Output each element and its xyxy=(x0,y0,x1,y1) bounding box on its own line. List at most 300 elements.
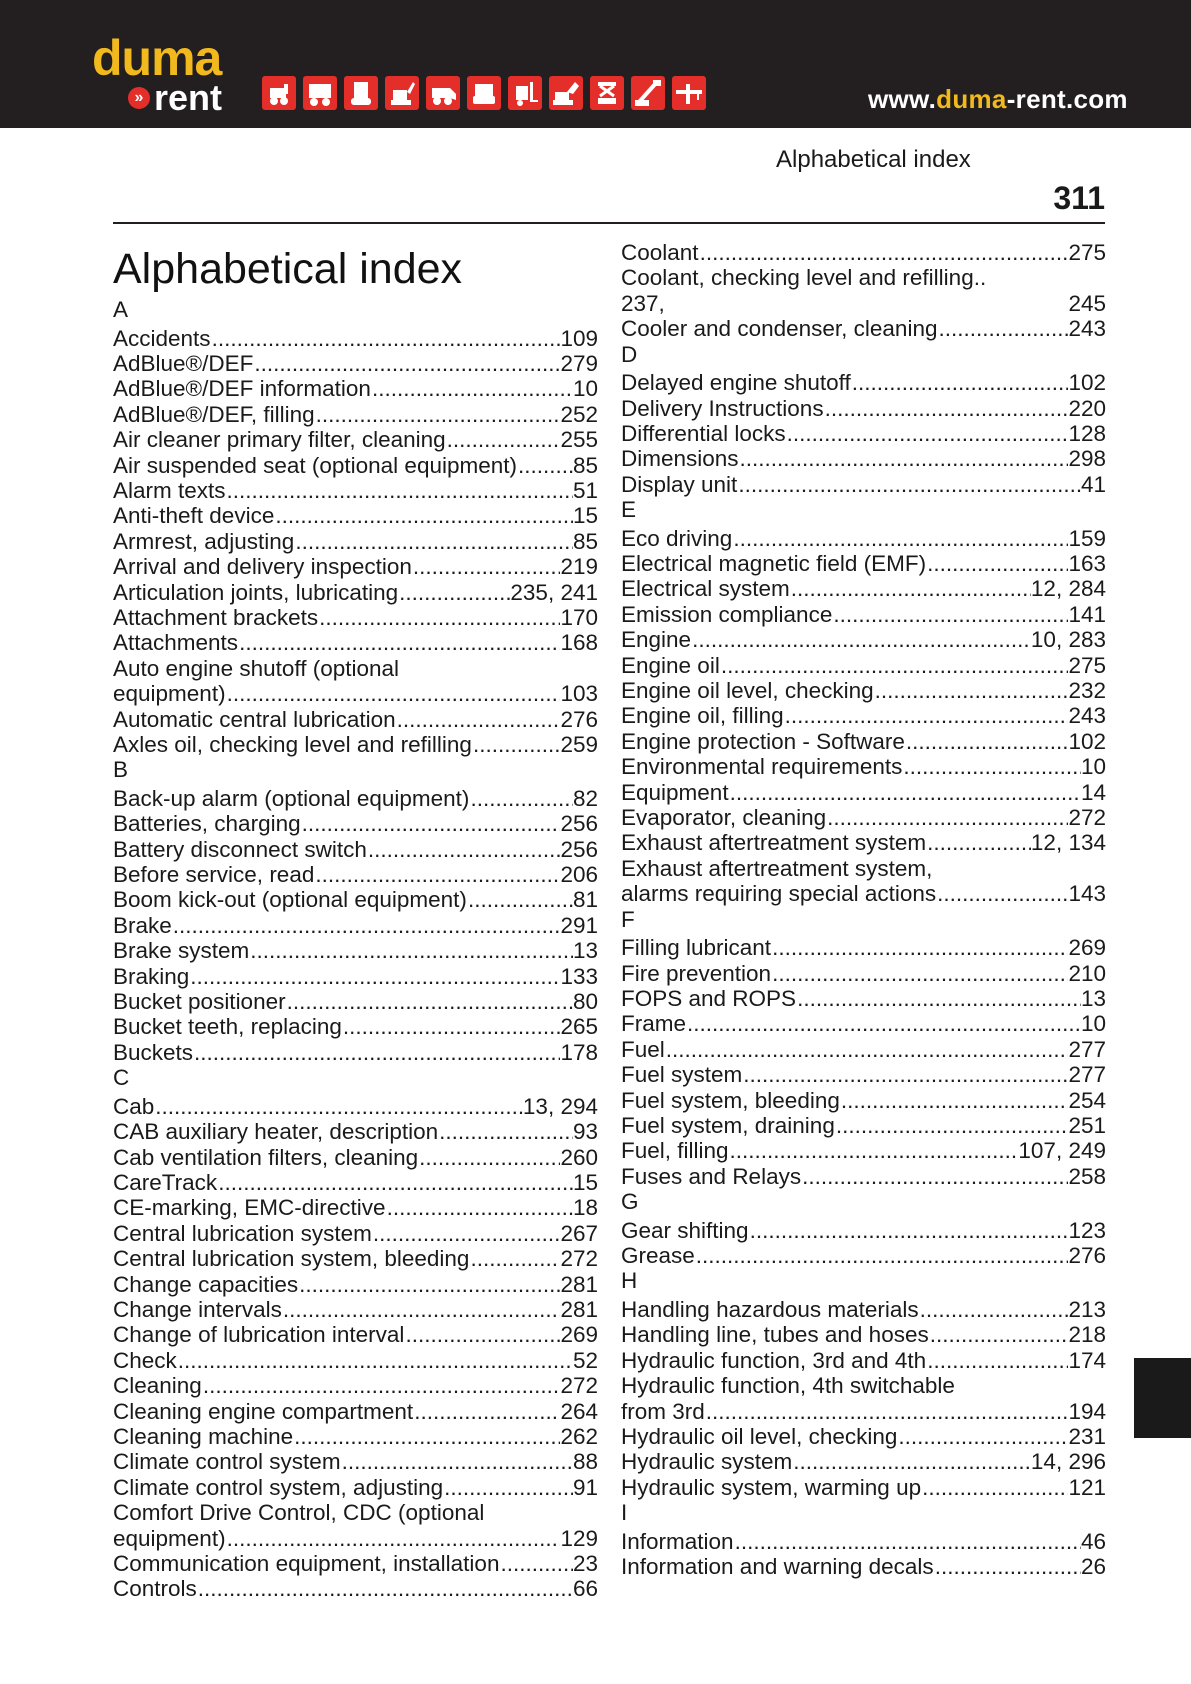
index-entry[interactable] xyxy=(621,1011,1106,1037)
index-entry-leader-dots xyxy=(398,580,510,606)
index-entry-leader-dots xyxy=(396,707,561,733)
logo-rent-text: rent xyxy=(154,77,223,118)
index-entry[interactable] xyxy=(113,1297,598,1323)
index-entry-leader-dots xyxy=(926,830,1031,856)
index-entry[interactable] xyxy=(621,316,1106,342)
index-entry-leader-dots xyxy=(742,1062,1068,1088)
index-entry-text: Hydraulic system, warming up xyxy=(621,1474,922,1500)
index-entry-leader-dots xyxy=(851,370,1069,396)
index-entry[interactable] xyxy=(113,402,598,428)
index-entry-text: Anti-theft device xyxy=(113,503,275,529)
index-entry-text: Gear shifting xyxy=(621,1217,749,1243)
index-entry-page: 159 xyxy=(1068,525,1106,551)
index-entry-leader-dots xyxy=(499,1551,573,1577)
index-entry-text: Braking xyxy=(113,963,190,989)
index-entry-leader-dots xyxy=(371,376,573,402)
index-entry-page: 102 xyxy=(1068,728,1106,754)
index-entry-page: 213 xyxy=(1068,1296,1106,1322)
index-letter-f: F xyxy=(621,906,635,932)
index-entry-leader-dots xyxy=(695,1243,1069,1269)
index-entry-page: 15 xyxy=(572,1169,598,1195)
index-entry-leader-dots xyxy=(172,913,561,939)
index-entry-text: AdBlue®/DEF information xyxy=(113,376,371,402)
index-entry-text: Dimensions xyxy=(621,446,739,472)
index-entry-text: Frame xyxy=(621,1011,687,1037)
index-entry-leader-dots xyxy=(720,653,1069,679)
index-entry-leader-dots xyxy=(154,1094,523,1120)
index-entry[interactable] xyxy=(113,1246,598,1272)
index-entry[interactable] xyxy=(113,1348,598,1374)
index-entry-page: 276 xyxy=(1068,1243,1106,1268)
index-entry-leader-dots xyxy=(469,786,573,812)
index-entry[interactable] xyxy=(621,265,1106,291)
index-entry-leader-dots xyxy=(771,961,1068,987)
index-entry[interactable] xyxy=(113,630,598,656)
index-entry-leader-dots xyxy=(665,1037,1069,1063)
index-entry-text: Check xyxy=(113,1347,177,1373)
index-entry-page: 52 xyxy=(572,1347,598,1373)
index-entry-text: alarms requiring special actions xyxy=(621,881,937,907)
index-entry[interactable] xyxy=(621,780,1106,806)
index-entry-text: Fuel, filling xyxy=(621,1138,729,1164)
index-entry[interactable] xyxy=(113,837,598,863)
index-entry-page: 275 xyxy=(1068,240,1106,265)
index-entry[interactable] xyxy=(113,478,598,504)
index-entry[interactable] xyxy=(113,580,598,606)
index-entry[interactable] xyxy=(621,961,1106,987)
index-entry-leader-dots xyxy=(905,729,1069,755)
index-entry-text: Exhaust aftertreatment system, xyxy=(621,855,933,881)
index-entry[interactable] xyxy=(113,351,598,377)
index-entry-leader-dots xyxy=(211,326,561,352)
index-entry-text: Engine oil, filling xyxy=(621,703,784,729)
running-head: Alphabetical index xyxy=(776,146,971,173)
index-entry-text: Articulation joints, lubricating xyxy=(113,579,399,605)
index-entry-text: Cleaning machine xyxy=(113,1423,294,1449)
index-entry[interactable] xyxy=(621,1373,1106,1399)
compactor-icon xyxy=(467,76,501,110)
website-url[interactable]: www.duma-rent.com xyxy=(868,84,1128,114)
index-entry-leader-dots xyxy=(734,1529,1081,1555)
index-entry-text: FOPS and ROPS xyxy=(621,985,797,1011)
index-entry-leader-dots xyxy=(372,1221,561,1247)
boom-lift-icon xyxy=(631,76,665,110)
index-entry-page: 80 xyxy=(572,989,598,1014)
index-entry[interactable] xyxy=(621,805,1106,831)
index-entry[interactable] xyxy=(621,1449,1106,1475)
index-entry-text: Electrical magnetic field (EMF) xyxy=(621,551,927,576)
index-entry-leader-dots xyxy=(367,837,561,863)
index-entry[interactable] xyxy=(621,1475,1106,1501)
index-entry-leader-dots xyxy=(404,1322,560,1348)
index-entry-page: 123 xyxy=(1068,1217,1106,1243)
index-entry-text: Controls xyxy=(113,1576,197,1602)
index-entry-leader-dots xyxy=(438,1119,573,1145)
index-entry[interactable] xyxy=(621,1297,1106,1323)
index-entry[interactable] xyxy=(113,1145,598,1171)
index-entry[interactable] xyxy=(621,1218,1106,1244)
index-entry-leader-dots xyxy=(446,427,561,453)
index-entry-text: Cleaning engine compartment xyxy=(113,1398,414,1424)
index-entry-leader-dots xyxy=(412,554,561,580)
index-entry-page: 93 xyxy=(572,1119,598,1145)
index-entry-leader-dots xyxy=(729,780,1081,806)
index-entry[interactable] xyxy=(621,1164,1106,1190)
index-entry-leader-dots xyxy=(732,526,1068,552)
index-entry-leader-dots xyxy=(413,1399,560,1425)
index-entry[interactable] xyxy=(621,240,1106,266)
machine-icon-strip xyxy=(262,76,713,110)
index-entry[interactable] xyxy=(621,881,1106,907)
index-entry[interactable] xyxy=(113,1449,598,1475)
logo-duma-text: duma xyxy=(92,30,222,86)
index-entry[interactable] xyxy=(113,1195,598,1221)
index-entry-text: Back-up alarm (optional equipment) xyxy=(113,785,470,811)
index-entry-text: Communication equipment, installation xyxy=(113,1550,500,1576)
index-entry-leader-dots xyxy=(342,1014,561,1040)
index-entry[interactable] xyxy=(621,472,1106,498)
index-entry[interactable] xyxy=(113,732,598,758)
index-entry-page: 259 xyxy=(560,731,598,757)
index-entry[interactable] xyxy=(621,986,1106,1012)
index-entry-text: Fuel xyxy=(621,1036,665,1062)
index-entry-leader-dots xyxy=(749,1218,1069,1244)
index-entry-page: 298 xyxy=(1068,446,1106,472)
index-entry[interactable] xyxy=(113,326,598,352)
index-entry-leader-dots xyxy=(177,1348,573,1374)
index-entry-page: 243 xyxy=(1068,703,1106,729)
index-entry-page: 14 xyxy=(1080,779,1106,805)
index-entry-text: Auto engine shutoff (optional xyxy=(113,655,400,681)
index-entry-gap xyxy=(665,291,1069,317)
index-entry[interactable] xyxy=(113,1272,598,1298)
index-entry[interactable] xyxy=(113,656,598,682)
index-letter-a: A xyxy=(113,297,129,322)
index-entry-text: Arrival and delivery inspection xyxy=(113,554,412,580)
index-entry-page: 81 xyxy=(572,887,598,913)
index-entry[interactable] xyxy=(113,554,598,580)
header-banner xyxy=(0,0,1191,128)
index-entry-leader-dots xyxy=(226,478,573,504)
forklift-icon xyxy=(508,76,542,110)
index-entry-leader-dots xyxy=(467,887,573,913)
index-entry-page: 210 xyxy=(1068,960,1106,986)
skid-steer-icon xyxy=(262,76,296,110)
index-entry-text: Cab xyxy=(113,1093,155,1119)
index-entry-page: 272 xyxy=(560,1373,598,1399)
index-entry-page: 66 xyxy=(572,1576,598,1602)
index-entry[interactable] xyxy=(113,1500,598,1526)
index-entry-text: Fuses and Relays xyxy=(621,1163,802,1189)
index-entry-page: 206 xyxy=(560,862,598,887)
index-entry-page: 251 xyxy=(1068,1112,1106,1138)
index-entry-page: 281 xyxy=(560,1271,598,1297)
index-entry-leader-dots xyxy=(737,472,1081,498)
index-entry[interactable] xyxy=(621,446,1106,472)
index-entry-page: 245 xyxy=(1068,290,1106,316)
index-entry-leader-dots xyxy=(249,938,573,964)
index-entry[interactable] xyxy=(113,964,598,990)
index-entry-text: Before service, read xyxy=(113,862,315,887)
index-entry-page: 10 xyxy=(572,376,598,402)
index-entry-text: Engine oil xyxy=(621,652,720,678)
index-entry-text: Exhaust aftertreatment system xyxy=(621,830,927,856)
index-entry-text: Information and warning decals xyxy=(621,1554,934,1579)
index-entry-leader-dots xyxy=(193,1040,560,1066)
index-entry[interactable] xyxy=(621,627,1106,653)
index-entry-text: Hydraulic function, 4th switchable xyxy=(621,1373,955,1399)
index-entry[interactable] xyxy=(113,989,598,1015)
index-entry[interactable] xyxy=(621,830,1106,856)
index-entry-leader-dots xyxy=(238,630,560,656)
index-entry-page: 13 xyxy=(1080,985,1106,1011)
roller-icon xyxy=(344,76,378,110)
index-entry-page: 141 xyxy=(1068,601,1106,627)
index-entry-text: Boom kick-out (optional equipment) xyxy=(113,887,467,913)
index-entry[interactable] xyxy=(113,1094,598,1120)
index-entry-leader-dots xyxy=(840,1088,1069,1114)
index-entry[interactable] xyxy=(621,291,1106,317)
index-entry-text: CE-marking, EMC-directive xyxy=(113,1195,386,1221)
index-entry-text: Cleaning xyxy=(113,1373,202,1399)
index-entry-text: Battery disconnect switch xyxy=(113,836,367,862)
index-entry-text: Handling line, tubes and hoses xyxy=(621,1322,929,1348)
index-entry-page: 14, 296 xyxy=(1030,1449,1106,1475)
index-entry-text: Eco driving xyxy=(621,525,733,551)
index-entry-page: 281 xyxy=(560,1296,598,1322)
index-entry-leader-dots xyxy=(937,316,1068,342)
index-entry-page: 256 xyxy=(560,836,598,862)
index-entry[interactable] xyxy=(113,503,598,529)
index-entry-page: 262 xyxy=(560,1423,598,1449)
index-entry[interactable] xyxy=(113,1170,598,1196)
index-entry-leader-dots xyxy=(253,351,560,377)
index-entry-text: Climate control system, adjusting xyxy=(113,1474,444,1500)
index-entry[interactable] xyxy=(621,703,1106,729)
index-entry-page: 163 xyxy=(1068,551,1106,576)
index-entry-leader-dots xyxy=(443,1475,573,1501)
index-entry-leader-dots xyxy=(705,1399,1069,1425)
index-entry-page: 10 xyxy=(1080,1011,1106,1037)
index-entry-leader-dots xyxy=(293,1424,560,1450)
index-entry[interactable] xyxy=(621,754,1106,780)
index-entry-text: Hydraulic function, 3rd and 4th xyxy=(621,1347,927,1373)
index-entry[interactable] xyxy=(621,729,1106,755)
index-entry-page: 276 xyxy=(560,706,598,732)
index-entry-text: Fuel system xyxy=(621,1062,743,1088)
index-entry[interactable] xyxy=(113,376,598,402)
index-entry[interactable] xyxy=(621,935,1106,961)
index-entry[interactable] xyxy=(113,529,598,555)
index-entry-leader-dots xyxy=(301,811,561,837)
index-entry-page: 168 xyxy=(560,630,598,656)
index-entry-page: 170 xyxy=(560,604,598,630)
index-entry-page: 232 xyxy=(1068,678,1106,703)
index-entry[interactable] xyxy=(621,1138,1106,1164)
index-entry[interactable] xyxy=(621,370,1106,396)
index-entry[interactable] xyxy=(621,421,1106,447)
index-entry[interactable] xyxy=(113,1526,598,1552)
index-entry[interactable] xyxy=(113,1322,598,1348)
index-entry-text: Engine oil level, checking xyxy=(621,678,874,703)
index-entry-page: 23 xyxy=(572,1550,598,1576)
index-entry-page: 267 xyxy=(560,1220,598,1246)
index-entry[interactable] xyxy=(621,1348,1106,1374)
index-entry-page: 82 xyxy=(572,785,598,811)
index-entry-page: 88 xyxy=(572,1449,598,1475)
index-entry-leader-dots xyxy=(386,1195,573,1221)
index-entry[interactable] xyxy=(113,1014,598,1040)
index-entry-leader-dots xyxy=(729,1138,1019,1164)
index-entry-page: 291 xyxy=(560,912,598,938)
index-entry-text: Attachments xyxy=(113,630,239,656)
index-entry-page: 260 xyxy=(560,1144,598,1170)
index-letter-g: G xyxy=(621,1189,639,1215)
index-entry-page: 103 xyxy=(560,681,598,707)
index-entry-leader-dots xyxy=(226,1526,561,1552)
index-entry-text: Axles oil, checking level and refilling xyxy=(113,731,472,757)
index-entry-text: Batteries, charging xyxy=(113,811,301,837)
index-entry[interactable] xyxy=(621,1554,1106,1580)
index-entry-page: 219 xyxy=(560,554,598,580)
index-entry-text: Equipment xyxy=(621,779,729,805)
index-entry-page: 231 xyxy=(1068,1423,1106,1449)
index-entry-text: Brake xyxy=(113,912,172,938)
index-entry[interactable] xyxy=(621,551,1106,577)
index-entry-leader-dots xyxy=(919,1297,1069,1323)
index-entry[interactable] xyxy=(621,396,1106,422)
index-entry-text: Alarm texts xyxy=(113,477,226,503)
index-entry[interactable] xyxy=(621,1424,1106,1450)
index-entry-leader-dots xyxy=(874,678,1069,704)
index-entry-page: 46 xyxy=(1080,1528,1106,1554)
index-entry-leader-dots xyxy=(796,986,1081,1012)
index-entry-leader-dots xyxy=(926,1348,1068,1374)
index-entry-leader-dots xyxy=(801,1164,1068,1190)
index-entry-page: 220 xyxy=(1068,395,1106,421)
index-entry[interactable] xyxy=(113,862,598,888)
duma-rent-logo[interactable] xyxy=(92,30,223,118)
index-entry-leader-dots xyxy=(315,402,561,428)
index-entry[interactable] xyxy=(621,602,1106,628)
index-entry[interactable] xyxy=(113,1424,598,1450)
index-entry[interactable] xyxy=(621,653,1106,679)
index-entry-page: 41 xyxy=(1080,471,1106,497)
index-entry[interactable] xyxy=(113,1373,598,1399)
index-entry[interactable] xyxy=(113,1119,598,1145)
index-entry-page: 174 xyxy=(1068,1347,1106,1373)
index-entry[interactable] xyxy=(113,1221,598,1247)
index-entry-page: 178 xyxy=(560,1039,598,1065)
index-entry[interactable] xyxy=(621,526,1106,552)
index-entry[interactable] xyxy=(621,1399,1106,1425)
index-entry[interactable] xyxy=(621,1088,1106,1114)
index-entry[interactable] xyxy=(113,1475,598,1501)
index-entry-text: CAB auxiliary heater, description xyxy=(113,1119,439,1145)
index-entry-text: Air suspended seat (optional equipment) xyxy=(113,452,518,478)
index-entry[interactable] xyxy=(113,707,598,733)
index-entry[interactable] xyxy=(621,1113,1106,1139)
index-entry[interactable] xyxy=(621,576,1106,602)
index-entry[interactable] xyxy=(621,1322,1106,1348)
mini-excavator-icon xyxy=(385,76,419,110)
index-entry[interactable] xyxy=(113,811,598,837)
index-entry[interactable] xyxy=(621,1037,1106,1063)
index-entry-leader-dots xyxy=(197,1576,573,1602)
index-entry-text: Cab ventilation filters, cleaning xyxy=(113,1144,419,1170)
index-entry-page: 252 xyxy=(560,401,598,427)
index-entry-text: Delayed engine shutoff xyxy=(621,370,851,396)
index-entry-leader-dots xyxy=(318,605,560,631)
index-entry-leader-dots xyxy=(418,1145,560,1171)
logo-rent-line xyxy=(128,77,222,119)
index-entry-page: 129 xyxy=(560,1525,598,1551)
scissor-lift-icon xyxy=(590,76,624,110)
index-entry[interactable] xyxy=(113,786,598,812)
index-entry[interactable] xyxy=(621,1243,1106,1269)
index-entry-text: Emission compliance xyxy=(621,601,833,627)
index-entry[interactable] xyxy=(113,1399,598,1425)
index-entry[interactable] xyxy=(621,1062,1106,1088)
index-entry-page: 10, 283 xyxy=(1030,627,1106,653)
index-entry-leader-dots xyxy=(517,453,573,479)
index-entry[interactable] xyxy=(113,1040,598,1066)
index-entry-leader-dots xyxy=(824,396,1069,422)
wheel-loader-icon xyxy=(426,76,460,110)
index-entry-page: 256 xyxy=(560,811,598,837)
index-entry-text: CareTrack xyxy=(113,1169,218,1195)
index-entry-text: Hydraulic system xyxy=(621,1449,793,1475)
index-entry[interactable] xyxy=(113,453,598,479)
index-entry[interactable] xyxy=(621,856,1106,882)
index-entry-text: Engine protection - Software xyxy=(621,728,905,754)
index-entry-text: Automatic central lubrication xyxy=(113,706,396,732)
index-entry[interactable] xyxy=(113,1576,598,1602)
index-entry[interactable] xyxy=(113,938,598,964)
index-entry-leader-dots xyxy=(929,1322,1069,1348)
index-entry-leader-dots xyxy=(739,446,1069,472)
index-entry-page: 235, 241 xyxy=(510,579,598,605)
excavator-icon xyxy=(549,76,583,110)
index-entry-page: 15 xyxy=(572,503,598,529)
index-entry-page: 13, 294 xyxy=(522,1093,598,1119)
index-entry[interactable] xyxy=(113,887,598,913)
index-entry-text: Delivery Instructions xyxy=(621,395,824,421)
index-entry-page: 254 xyxy=(1068,1087,1106,1113)
index-entry[interactable] xyxy=(113,427,598,453)
index-entry[interactable] xyxy=(113,605,598,631)
index-entry[interactable] xyxy=(113,1551,598,1577)
index-entry-text: Accidents xyxy=(113,325,211,351)
index-entry-text: Central lubrication system, bleeding xyxy=(113,1246,470,1272)
logo-arrow-icon: » xyxy=(128,87,150,109)
index-entry-text: AdBlue®/DEF, filling xyxy=(113,401,315,427)
index-entry[interactable] xyxy=(621,678,1106,704)
index-entry-page: 275 xyxy=(1068,652,1106,678)
index-entry-text: Fuel system, bleeding xyxy=(621,1087,840,1113)
index-entry-page: 85 xyxy=(572,528,598,554)
index-entry[interactable] xyxy=(113,681,598,707)
index-entry-page: 12, 134 xyxy=(1030,830,1106,856)
index-entry-text: Grease xyxy=(621,1243,695,1268)
index-entry[interactable] xyxy=(621,1529,1106,1555)
index-entry-leader-dots xyxy=(691,627,1031,653)
index-entry-text: Environmental requirements xyxy=(621,754,903,780)
index-entry-leader-dots xyxy=(189,964,560,990)
index-entry[interactable] xyxy=(113,913,598,939)
index-entry-leader-dots xyxy=(786,421,1069,447)
index-entry-text: Buckets xyxy=(113,1039,194,1065)
